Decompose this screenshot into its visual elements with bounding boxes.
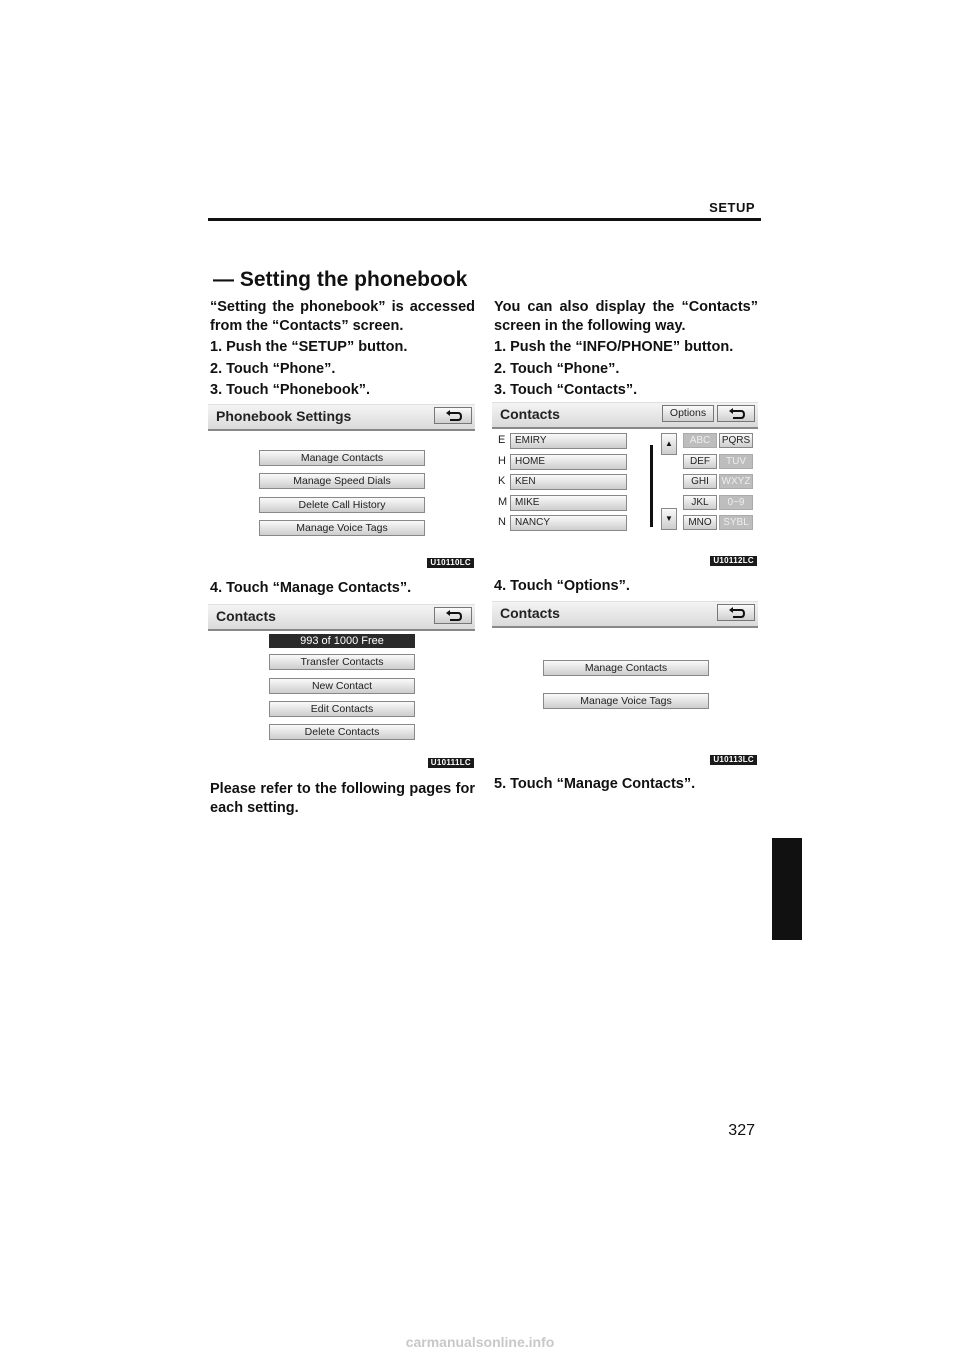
manage-voice-tags-button[interactable]: Manage Voice Tags (543, 693, 709, 709)
right-step-4: 4. Touch “Options”. (494, 578, 630, 594)
contacts-manage-screen (208, 604, 475, 770)
contact-item[interactable]: EMIRY (510, 433, 627, 449)
contact-item[interactable]: NANCY (510, 515, 627, 531)
left-closing: Please refer to the following pages for each setting. (210, 781, 475, 816)
scrollbar-track[interactable] (650, 445, 653, 527)
figure-code: U10112LC (710, 556, 757, 566)
screen-title-bar (208, 405, 475, 431)
key-sybl[interactable]: SYBL (719, 515, 753, 530)
page-number: 327 (728, 1122, 755, 1139)
contact-item[interactable]: KEN (510, 474, 627, 490)
right-intro: You can also display the “Contacts” screen in the following way. (494, 299, 758, 334)
return-arrow-icon (728, 606, 746, 619)
double-down-arrow-icon: ▼ (665, 514, 673, 523)
return-arrow-icon (728, 407, 746, 420)
key-def[interactable]: DEF (683, 454, 717, 469)
contacts-list-screen (492, 402, 758, 568)
left-step-2: 2. Touch “Phone”. (210, 361, 336, 377)
key-abc[interactable]: ABC (683, 433, 717, 448)
index-letter: E (498, 434, 506, 446)
right-step-2: 2. Touch “Phone”. (494, 361, 620, 377)
left-step-4: 4. Touch “Manage Contacts”. (210, 580, 412, 596)
key-0-9[interactable]: 0~9 (719, 495, 753, 510)
return-arrow-icon (445, 609, 463, 622)
right-step-3: 3. Touch “Contacts”. (494, 382, 638, 398)
running-header: SETUP (709, 200, 755, 215)
back-button[interactable] (717, 405, 755, 422)
index-letter: H (498, 455, 506, 467)
key-mno[interactable]: MNO (683, 515, 717, 530)
right-step-1: 1. Push the “INFO/PHONE” button. (494, 339, 734, 355)
left-intro: “Setting the phonebook” is accessed from the “Contacts” screen. (210, 299, 475, 334)
key-jkl[interactable]: JKL (683, 495, 717, 510)
contact-item[interactable]: MIKE (510, 495, 627, 511)
screen-title: Contacts (216, 608, 276, 624)
figure-code: U10110LC (427, 558, 474, 568)
edit-contacts-button[interactable]: Edit Contacts (269, 701, 415, 717)
header-rule (208, 218, 761, 221)
contact-item[interactable]: HOME (510, 454, 627, 470)
back-button[interactable] (717, 604, 755, 621)
screen-title-bar (492, 602, 758, 628)
key-ghi[interactable]: GHI (683, 474, 717, 489)
transfer-contacts-button[interactable]: Transfer Contacts (269, 654, 415, 670)
scroll-down-button[interactable] (661, 508, 677, 530)
watermark: carmanualsonline.info (405, 1334, 555, 1350)
scroll-up-button[interactable] (661, 433, 677, 455)
contacts-options-screen (492, 601, 758, 767)
chapter-tab (772, 838, 802, 940)
screen-title: Contacts (500, 605, 560, 621)
back-button[interactable] (434, 407, 472, 424)
left-step-1: 1. Push the “SETUP” button. (210, 339, 408, 355)
manage-contacts-button[interactable]: Manage Contacts (543, 660, 709, 676)
new-contact-button[interactable]: New Contact (269, 678, 415, 694)
phonebook-settings-screen (208, 404, 475, 570)
figure-code: U10113LC (710, 755, 757, 765)
manage-speed-dials-button[interactable]: Manage Speed Dials (259, 473, 425, 489)
index-letter: K (498, 475, 506, 487)
key-tuv[interactable]: TUV (719, 454, 753, 469)
manage-contacts-button[interactable]: Manage Contacts (259, 450, 425, 466)
screen-title: Contacts (500, 406, 560, 422)
delete-call-history-button[interactable]: Delete Call History (259, 497, 425, 513)
key-wxyz[interactable]: WXYZ (719, 474, 753, 489)
screen-title: Phonebook Settings (216, 408, 352, 424)
key-pqrs[interactable]: PQRS (719, 433, 753, 448)
right-step-5: 5. Touch “Manage Contacts”. (494, 776, 696, 792)
manage-voice-tags-button[interactable]: Manage Voice Tags (259, 520, 425, 536)
screen-title-bar (492, 403, 758, 429)
options-button[interactable]: Options (662, 405, 714, 422)
delete-contacts-button[interactable]: Delete Contacts (269, 724, 415, 740)
double-up-arrow-icon: ▲ (665, 439, 673, 448)
free-capacity-status: 993 of 1000 Free (269, 634, 415, 648)
back-button[interactable] (434, 607, 472, 624)
index-letter: M (498, 496, 508, 508)
return-arrow-icon (445, 409, 463, 422)
screen-title-bar (208, 605, 475, 631)
figure-code: U10111LC (428, 758, 474, 768)
section-title: — Setting the phonebook (213, 268, 468, 291)
left-step-3: 3. Touch “Phonebook”. (210, 382, 371, 398)
index-letter: N (498, 516, 506, 528)
